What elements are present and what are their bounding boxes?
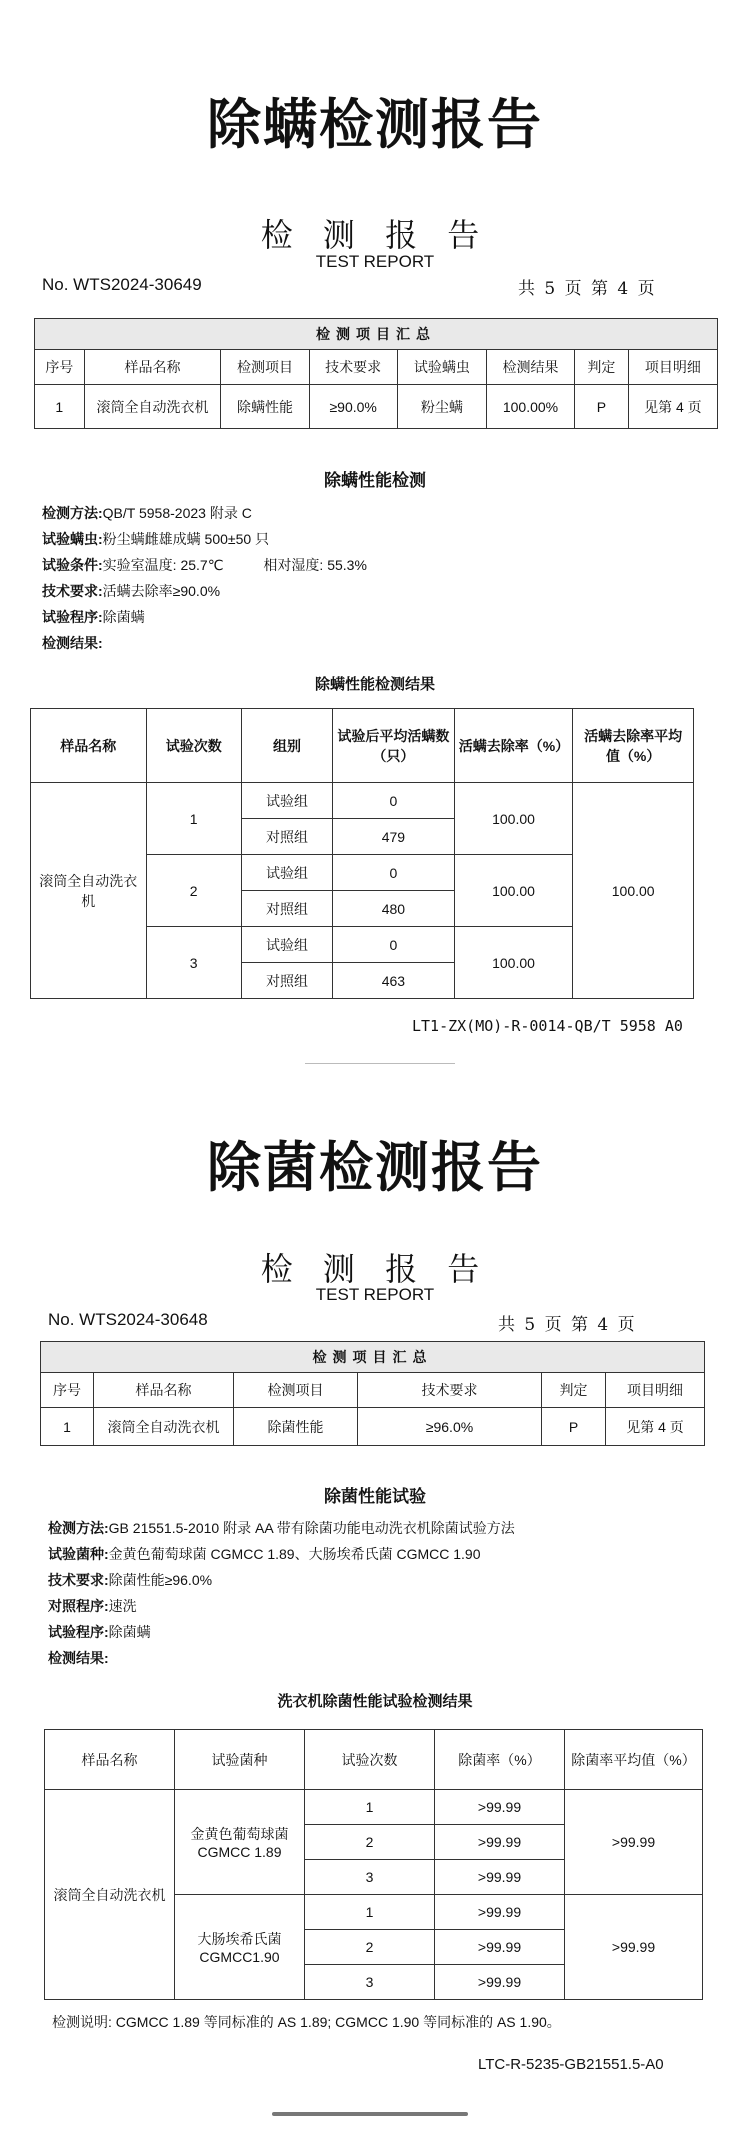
col-header: 试验次数 <box>146 709 241 783</box>
average-rate: >99.99 <box>565 1895 703 2000</box>
info-label: 检测方法: <box>42 505 103 521</box>
group-cell: 对照组 <box>241 819 332 855</box>
report1-table-title: 除螨性能检测结果 <box>314 676 435 693</box>
report2-result-table <box>44 1729 703 2000</box>
info-label: 试验程序: <box>42 609 103 625</box>
group-cell: 对照组 <box>241 891 332 927</box>
info-value: 相对湿度: 55.3% <box>263 557 367 573</box>
info-value: QB/T 5958-2023 附录 C <box>102 505 252 521</box>
report1-info-block <box>42 500 722 656</box>
table-cell: 见第 4 页 <box>628 385 717 429</box>
trial-number: 3 <box>305 1860 435 1895</box>
removal-rate: 100.00 <box>454 855 573 927</box>
info-label: 检测方法: <box>48 1520 109 1536</box>
col-header: 判定 <box>575 350 629 385</box>
info-label: 试验螨虫: <box>42 531 103 547</box>
col-header: 检测项目 <box>221 350 309 385</box>
col-header: 试验菌种 <box>175 1730 305 1790</box>
sample-name-cell: 滚筒全自动洗衣机 <box>31 783 147 999</box>
col-header: 技术要求 <box>358 1373 542 1408</box>
info-label: 试验菌种: <box>48 1546 109 1562</box>
info-label: 技术要求: <box>48 1572 109 1588</box>
home-indicator <box>272 2112 468 2116</box>
info-value: 粉尘螨雌雄成螨 500±50 只 <box>102 531 270 547</box>
report1-summary-table <box>34 318 718 429</box>
report2-number: No. WTS2024-30648 <box>48 1310 208 1329</box>
trial-number: 3 <box>146 927 241 999</box>
report2-section-title: 除菌性能试验 <box>324 1487 426 1506</box>
info-line <box>48 1567 728 1593</box>
table-cell: P <box>542 1408 606 1446</box>
col-header: 检测结果 <box>486 350 574 385</box>
table-cell: 除螨性能 <box>221 385 309 429</box>
summary-header: 检测项目汇总 <box>41 1342 705 1373</box>
group-cell: 试验组 <box>241 783 332 819</box>
report2-page-info: 共 5 页 第 4 页 <box>498 1315 635 1335</box>
trial-number: 3 <box>305 1965 435 2000</box>
col-header: 样品名称 <box>84 350 221 385</box>
info-line <box>48 1541 728 1567</box>
table-cell: 见第 4 页 <box>606 1408 705 1446</box>
strain-name: 大肠埃希氏菌 CGMCC1.90 <box>175 1895 305 2000</box>
col-header: 除菌率（%） <box>435 1730 565 1790</box>
report1-title-en: TEST REPORT <box>315 252 435 271</box>
info-label: 试验程序: <box>48 1624 109 1640</box>
report1-doc-code: LT1-ZX(MO)-R-0014-QB/T 5958 A0 <box>412 1017 683 1035</box>
strain-name: 金黄色葡萄球菌 CGMCC 1.89 <box>175 1790 305 1895</box>
info-line <box>48 1515 728 1541</box>
report2-table-title: 洗衣机除菌性能试验检测结果 <box>277 1693 473 1710</box>
kill-rate: >99.99 <box>435 1965 565 2000</box>
table-cell: 100.00% <box>486 385 574 429</box>
report2-title-cn: 检 测 报 告 <box>260 1250 490 1288</box>
info-value: 除菌螨 <box>102 609 145 625</box>
trial-number: 1 <box>305 1790 435 1825</box>
kill-rate: >99.99 <box>435 1790 565 1825</box>
group-cell: 对照组 <box>241 963 332 999</box>
group-cell: 试验组 <box>241 855 332 891</box>
removal-rate: 100.00 <box>454 927 573 999</box>
info-value: 除菌性能≥96.0% <box>108 1572 213 1588</box>
report2-note: 检测说明: CGMCC 1.89 等同标准的 AS 1.89; CGMCC 1.90 等同标准的 AS 1.90。 <box>52 2014 561 2030</box>
col-header: 组别 <box>241 709 332 783</box>
info-line <box>42 526 722 552</box>
info-value: 速洗 <box>108 1598 137 1614</box>
col-header: 序号 <box>35 350 85 385</box>
col-header: 项目明细 <box>606 1373 705 1408</box>
col-header: 判定 <box>542 1373 606 1408</box>
trial-number: 1 <box>146 783 241 855</box>
info-value: 金黄色葡萄球菌 CGMCC 1.89、大肠埃希氏菌 CGMCC 1.90 <box>108 1546 481 1562</box>
info-line <box>42 552 722 578</box>
mite-count: 479 <box>333 819 455 855</box>
kill-rate: >99.99 <box>435 1860 565 1895</box>
col-header: 项目明细 <box>628 350 717 385</box>
report1-title-cn: 检 测 报 告 <box>260 216 490 254</box>
table-cell: 1 <box>35 385 85 429</box>
col-header: 试验螨虫 <box>397 350 486 385</box>
col-header: 样品名称 <box>45 1730 175 1790</box>
info-line <box>48 1593 728 1619</box>
info-label: 试验条件: <box>42 557 103 573</box>
table-cell: ≥96.0% <box>358 1408 542 1446</box>
mite-count: 0 <box>333 855 455 891</box>
table-cell: 除菌性能 <box>234 1408 358 1446</box>
group-cell: 试验组 <box>241 927 332 963</box>
trial-number: 2 <box>146 855 241 927</box>
kill-rate: >99.99 <box>435 1930 565 1965</box>
report1-number: No. WTS2024-30649 <box>42 275 202 294</box>
report2-main-title: 除菌检测报告 <box>207 1136 543 1199</box>
report2-summary-table <box>40 1341 705 1446</box>
info-label: 检测结果: <box>42 635 103 651</box>
col-header: 样品名称 <box>31 709 147 783</box>
report2-info-block <box>48 1515 728 1671</box>
table-cell: 滚筒全自动洗衣机 <box>84 385 221 429</box>
info-line <box>42 604 722 630</box>
col-header: 活螨去除率平均值（%） <box>573 709 694 783</box>
info-line <box>42 578 722 604</box>
table-cell: 粉尘螨 <box>397 385 486 429</box>
col-header: 试验后平均活螨数（只） <box>333 709 455 783</box>
col-header: 样品名称 <box>94 1373 234 1408</box>
section-divider <box>305 1063 455 1064</box>
report2-doc-code: LTC-R-5235-GB21551.5-A0 <box>478 2056 664 2073</box>
info-value: GB 21551.5-2010 附录 AA 带有除菌功能电动洗衣机除菌试验方法 <box>108 1520 515 1536</box>
summary-header: 检测项目汇总 <box>35 319 718 350</box>
col-header: 序号 <box>41 1373 94 1408</box>
info-value: 除菌螨 <box>108 1624 151 1640</box>
col-header: 活螨去除率（%） <box>454 709 573 783</box>
info-label: 对照程序: <box>48 1598 109 1614</box>
kill-rate: >99.99 <box>435 1895 565 1930</box>
report1-page-info: 共 5 页 第 4 页 <box>518 279 655 299</box>
info-label: 检测结果: <box>48 1650 109 1666</box>
info-line <box>42 630 722 656</box>
mite-count: 0 <box>333 783 455 819</box>
trial-number: 1 <box>305 1895 435 1930</box>
table-cell: 滚筒全自动洗衣机 <box>94 1408 234 1446</box>
report1-result-table <box>30 708 694 999</box>
info-line <box>48 1645 728 1671</box>
info-line <box>48 1619 728 1645</box>
info-value: 活螨去除率≥90.0% <box>102 583 221 599</box>
average-rate: 100.00 <box>573 783 694 999</box>
mite-count: 0 <box>333 927 455 963</box>
info-line <box>42 500 722 526</box>
col-header: 试验次数 <box>305 1730 435 1790</box>
mite-count: 463 <box>333 963 455 999</box>
col-header: 技术要求 <box>309 350 397 385</box>
table-cell: ≥90.0% <box>309 385 397 429</box>
info-value: 实验室温度: 25.7℃ <box>102 557 224 573</box>
sample-name-cell: 滚筒全自动洗衣机 <box>45 1790 175 2000</box>
trial-number: 2 <box>305 1930 435 1965</box>
report1-main-title: 除螨检测报告 <box>207 93 543 156</box>
mite-count: 480 <box>333 891 455 927</box>
table-cell: 1 <box>41 1408 94 1446</box>
info-label: 技术要求: <box>42 583 103 599</box>
report1-section-title: 除螨性能检测 <box>324 471 426 490</box>
col-header: 检测项目 <box>234 1373 358 1408</box>
col-header: 除菌率平均值（%） <box>565 1730 703 1790</box>
average-rate: >99.99 <box>565 1790 703 1895</box>
trial-number: 2 <box>305 1825 435 1860</box>
removal-rate: 100.00 <box>454 783 573 855</box>
report2-title-en: TEST REPORT <box>315 1285 435 1304</box>
kill-rate: >99.99 <box>435 1825 565 1860</box>
table-cell: P <box>575 385 629 429</box>
